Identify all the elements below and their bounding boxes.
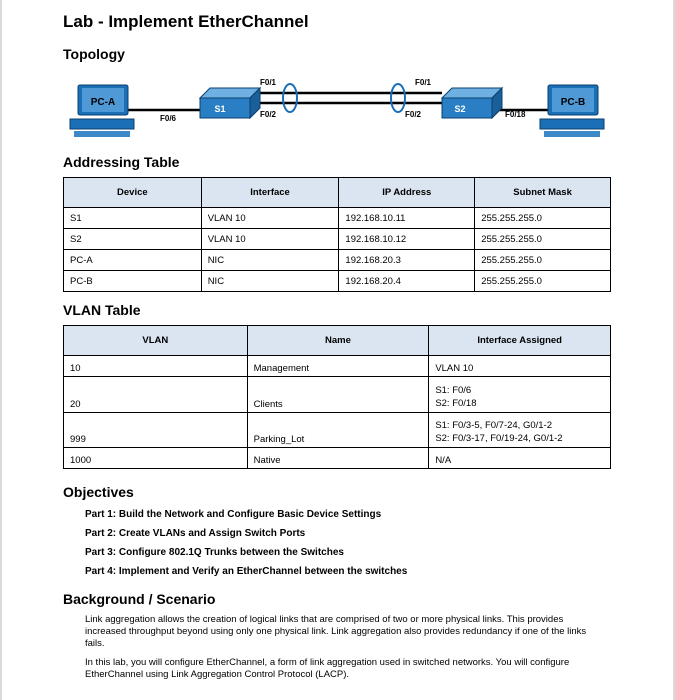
background-paragraph-1: Link aggregation allows the creation of logical links that are comprised of two or more physical links. This provides increased throughput beyond using only one physical link. Link aggregation also provides redundancy if one of the links fails. <box>85 614 587 649</box>
cell-line: S1: F0/3-5, F0/7-24, G0/1-2 <box>435 420 553 431</box>
switch-s1-icon <box>200 88 260 118</box>
header-vlan: VLAN <box>64 326 248 356</box>
cell-line: S2: F0/18 <box>435 398 477 409</box>
cell: NIC <box>201 250 339 271</box>
page-edge-left <box>0 0 2 700</box>
etherchannel-oval-s1 <box>283 84 297 112</box>
cell: 255.255.255.0 <box>475 250 611 271</box>
header-interface-assigned: Interface Assigned <box>429 326 611 356</box>
objective-part-2: Part 2: Create VLANs and Assign Switch Ports <box>85 528 306 539</box>
table-row <box>64 271 611 292</box>
pc-a-label: PC-A <box>90 97 116 108</box>
table-row <box>64 413 611 448</box>
topology-diagram <box>60 72 620 152</box>
addressing-table <box>63 177 611 292</box>
cell <box>429 377 611 413</box>
cell: VLAN 10 <box>429 356 611 377</box>
pc-a-icon <box>70 85 134 137</box>
cell <box>429 413 611 448</box>
header-device: Device <box>64 178 202 208</box>
cell-line: S2: F0/3-17, F0/19-24, G0/1-2 <box>435 433 563 444</box>
header-name: Name <box>247 326 429 356</box>
table-row <box>64 208 611 229</box>
document-title: Lab - Implement EtherChannel <box>63 12 309 31</box>
cell: VLAN 10 <box>201 229 339 250</box>
objective-part-3: Part 3: Configure 802.1Q Trunks between the Switches <box>85 547 344 558</box>
cell: 999 <box>64 413 248 448</box>
table-row <box>64 250 611 271</box>
pc-b-label: PC-B <box>560 97 586 108</box>
cell: Parking_Lot <box>247 413 429 448</box>
cell: NIC <box>201 271 339 292</box>
vlan-heading: VLAN Table <box>63 302 141 318</box>
cell: 255.255.255.0 <box>475 208 611 229</box>
vlan-table <box>63 325 611 469</box>
objective-part-1: Part 1: Build the Network and Configure Basic Device Settings <box>85 509 382 520</box>
objective-part-4: Part 4: Implement and Verify an EtherChannel between the switches <box>85 566 408 577</box>
pc-b-icon <box>540 85 604 137</box>
table-row <box>64 377 611 413</box>
table-row <box>64 229 611 250</box>
table-row <box>64 356 611 377</box>
s2-label: S2 <box>454 104 466 114</box>
header-subnet-mask: Subnet Mask <box>475 178 611 208</box>
cell: PC-B <box>64 271 202 292</box>
header-interface: Interface <box>201 178 339 208</box>
s1-label: S1 <box>214 104 226 114</box>
cell: Management <box>247 356 429 377</box>
addressing-heading: Addressing Table <box>63 154 180 170</box>
cell: 255.255.255.0 <box>475 229 611 250</box>
port-s2-f02: F0/2 <box>405 110 422 119</box>
port-s2-f01: F0/1 <box>415 78 432 87</box>
header-ip-address: IP Address <box>339 178 475 208</box>
port-s1-f02: F0/2 <box>260 110 277 119</box>
cell: 192.168.10.11 <box>339 208 475 229</box>
cell: N/A <box>429 448 611 469</box>
port-s1-f01: F0/1 <box>260 78 277 87</box>
cell: S1 <box>64 208 202 229</box>
etherchannel-oval-s2 <box>391 84 405 112</box>
cell: 192.168.20.3 <box>339 250 475 271</box>
cell: VLAN 10 <box>201 208 339 229</box>
cell: 1000 <box>64 448 248 469</box>
port-s2-f018: F0/18 <box>505 110 526 119</box>
addressing-header-row <box>64 178 611 208</box>
objectives-heading: Objectives <box>63 484 134 500</box>
cell: Clients <box>247 377 429 413</box>
background-heading: Background / Scenario <box>63 591 216 607</box>
cell: 20 <box>64 377 248 413</box>
topology-heading: Topology <box>63 46 125 62</box>
cell-line: S1: F0/6 <box>435 385 472 396</box>
vlan-header-row <box>64 326 611 356</box>
cell: S2 <box>64 229 202 250</box>
cell: 192.168.20.4 <box>339 271 475 292</box>
cell: Native <box>247 448 429 469</box>
cell: 192.168.10.12 <box>339 229 475 250</box>
cell: PC-A <box>64 250 202 271</box>
switch-s2-icon <box>442 88 502 118</box>
port-s1-f06: F0/6 <box>160 114 177 123</box>
table-row <box>64 448 611 469</box>
cell: 10 <box>64 356 248 377</box>
background-paragraph-2: In this lab, you will configure EtherChannel, a form of link aggregation used in switched networks. You will configure EtherChannel using Link Aggregation Control Protocol (LACP). <box>85 657 570 680</box>
cell: 255.255.255.0 <box>475 271 611 292</box>
